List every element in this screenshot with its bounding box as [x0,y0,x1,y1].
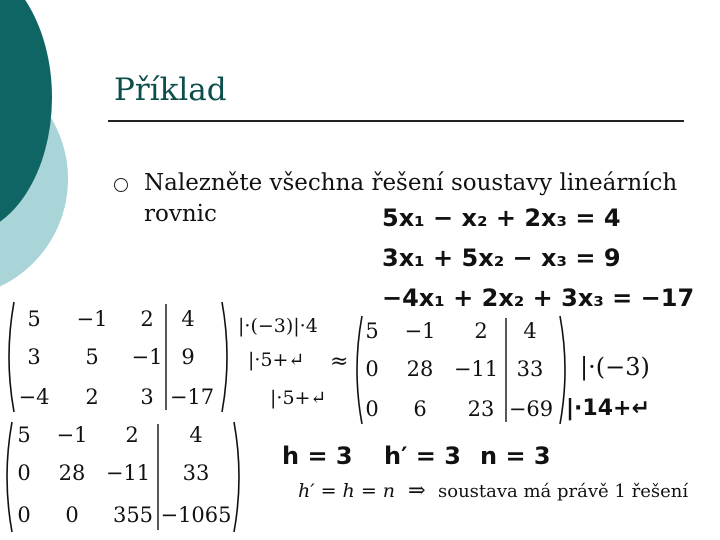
matrix-1-cell: 2 [85,385,99,409]
matrix-2-cell: 28 [406,357,434,381]
approx-symbol: ≈ [330,349,349,374]
row-op: |·(−3) [580,353,650,381]
matrix-3 [7,422,239,532]
matrix-3-cell: 0 [65,503,79,527]
matrix-2-cell: 6 [413,397,427,421]
matrix-2-cell: −1 [404,319,436,343]
matrix-3-cell: −1065 [160,503,232,527]
row-op: |·5+↵ [248,349,305,371]
conclusion-condition: h′ = h = n [298,480,396,502]
row-op: |·5+↵ [270,387,327,409]
matrix-1-cell: −17 [169,385,215,409]
matrix-1-cell: 2 [140,307,154,331]
matrix-2-cell: 0 [365,357,379,381]
matrix-1 [9,302,227,412]
matrix-3-cell: 0 [17,503,31,527]
matrix-3-cell: 33 [182,461,210,485]
matrix-2-cell: −69 [508,397,554,421]
task-line-1: Nalezněte všechna řešení soustavy lineárních [144,170,678,196]
matrix-3-cell: 28 [58,461,86,485]
matrix-3-cell: 355 [112,503,154,527]
matrix-1-cell: 9 [181,345,195,369]
row-op: |·14+↵ [566,396,650,421]
matrix-3-cell: −11 [105,461,151,485]
slide-title: Příklad [114,72,227,108]
row-op: |·(−3)|·4 [238,315,318,337]
conclusion [298,478,688,502]
matrix-1-right-bracket [222,302,227,412]
rank-values [282,442,551,470]
matrix-2-cell: 4 [523,319,537,343]
matrix-1-cell: 3 [27,345,41,369]
implies-arrow: ⇒ [408,478,426,502]
matrix-3-left-bracket [7,422,12,532]
matrix-3-cell: 0 [17,461,31,485]
matrix-2-right-bracket [560,316,565,424]
equation-system [382,204,694,312]
matrix-2 [357,316,565,424]
matrix-2-cell: 33 [516,357,544,381]
unknowns-n: n = 3 [480,442,551,470]
conclusion-text: soustava má právě 1 řešení [438,481,689,502]
matrix-1-cell: 5 [85,345,99,369]
matrix-1-cell: −1 [131,345,163,369]
matrix-3-cell: 5 [17,423,31,447]
matrix-2-cell: 2 [474,319,488,343]
matrix-2-cell: 5 [365,319,379,343]
matrix-3-cell: −1 [56,423,88,447]
matrix-2-cell: 0 [365,397,379,421]
row-operations-1 [238,315,348,409]
equation-3: −4x₁ + 2x₂ + 3x₃ = −17 [382,284,695,312]
rank-h: h = 3 [282,442,353,470]
matrix-1-cell: 4 [181,307,195,331]
row-operations-2 [566,353,650,421]
equation-2: 3x₁ + 5x₂ − x₃ = 9 [382,244,621,272]
matrix-3-right-bracket [234,422,239,532]
matrix-2-cell: −11 [453,357,499,381]
matrix-1-cell: −1 [76,307,108,331]
rank-h-prime: h′ = 3 [384,442,461,470]
matrix-2-left-bracket [357,316,362,424]
equation-1: 5x₁ − x₂ + 2x₃ = 4 [382,204,621,232]
matrix-3-cell: 4 [189,423,203,447]
matrix-2-cell: 23 [467,397,495,421]
matrix-3-cell: 2 [125,423,139,447]
matrix-1-cell: 3 [140,385,154,409]
matrix-1-cell: 5 [27,307,41,331]
task-line-2: rovnic [144,201,217,227]
matrix-1-cell: −4 [18,385,50,409]
matrix-1-left-bracket [9,302,14,412]
